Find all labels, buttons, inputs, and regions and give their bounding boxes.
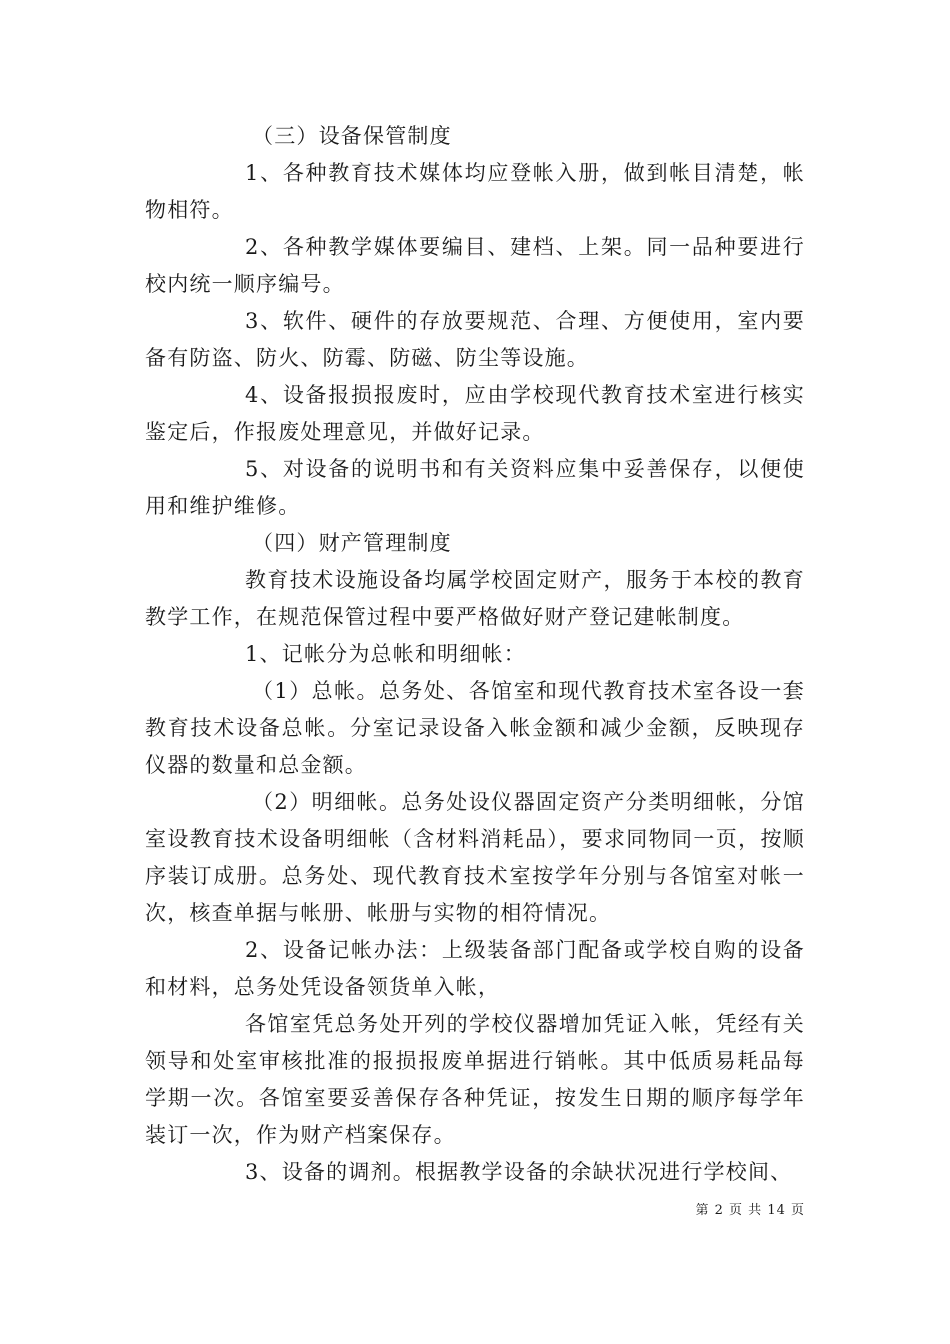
paragraph: 教育技术设施设备均属学校固定财产，服务于本校的教育教学工作，在规范保管过程中要严格做好财产登记建帐制度。 xyxy=(145,568,805,629)
paragraph: 3、设备的调剂。根据教学设备的余缺状况进行学校间、 xyxy=(245,1160,793,1184)
page-number-footer: 第 2 页 共 14 页 xyxy=(695,1203,805,1218)
paragraph: 1、各种教育技术媒体均应登帐入册，做到帐目清楚，帐物相符。 xyxy=(145,161,805,222)
paragraph: 3、软件、硬件的存放要规范、合理、方便使用，室内要备有防盗、防火、防霉、防磁、防尘等设施。 xyxy=(145,309,805,370)
paragraph: 各馆室凭总务处开列的学校仪器增加凭证入帐，凭经有关领导和处室审核批准的报损报废单据进行销帐。其中低质易耗品每学期一次。各馆室要妥善保存各种凭证，按发生日期的顺序每学年装订一次，作为财产档案保存。 xyxy=(145,1012,805,1147)
paragraph: （1）总帐。总务处、各馆室和现代教育技术室各设一套教育技术设备总帐。分室记录设备入帐金额和减少金额，反映现存仪器的数量和总金额。 xyxy=(145,679,805,777)
section-heading-3: （三）设备保管制度 xyxy=(252,124,452,148)
section-heading-4: （四）财产管理制度 xyxy=(252,531,452,555)
document-body xyxy=(145,118,805,1191)
paragraph: 4、设备报损报废时，应由学校现代教育技术室进行核实鉴定后，作报废处理意见，并做好记录。 xyxy=(145,383,805,444)
paragraph: 5、对设备的说明书和有关资料应集中妥善保存，以便使用和维护维修。 xyxy=(145,457,805,518)
paragraph: （2）明细帐。总务处设仪器固定资产分类明细帐，分馆室设教育技术设备明细帐（含材料消耗品），要求同物同一页，按顺序装订成册。总务处、现代教育技术室按学年分别与各馆室对帐一次，核查单据与帐册、帐册与实物的相符情况。 xyxy=(145,790,805,925)
paragraph: 1、记帐分为总帐和明细帐： xyxy=(245,642,526,666)
paragraph: 2、设备记帐办法：上级装备部门配备或学校自购的设备和材料，总务处凭设备领货单入帐， xyxy=(145,938,805,999)
paragraph: 2、各种教学媒体要编目、建档、上架。同一品种要进行校内统一顺序编号。 xyxy=(145,235,805,296)
